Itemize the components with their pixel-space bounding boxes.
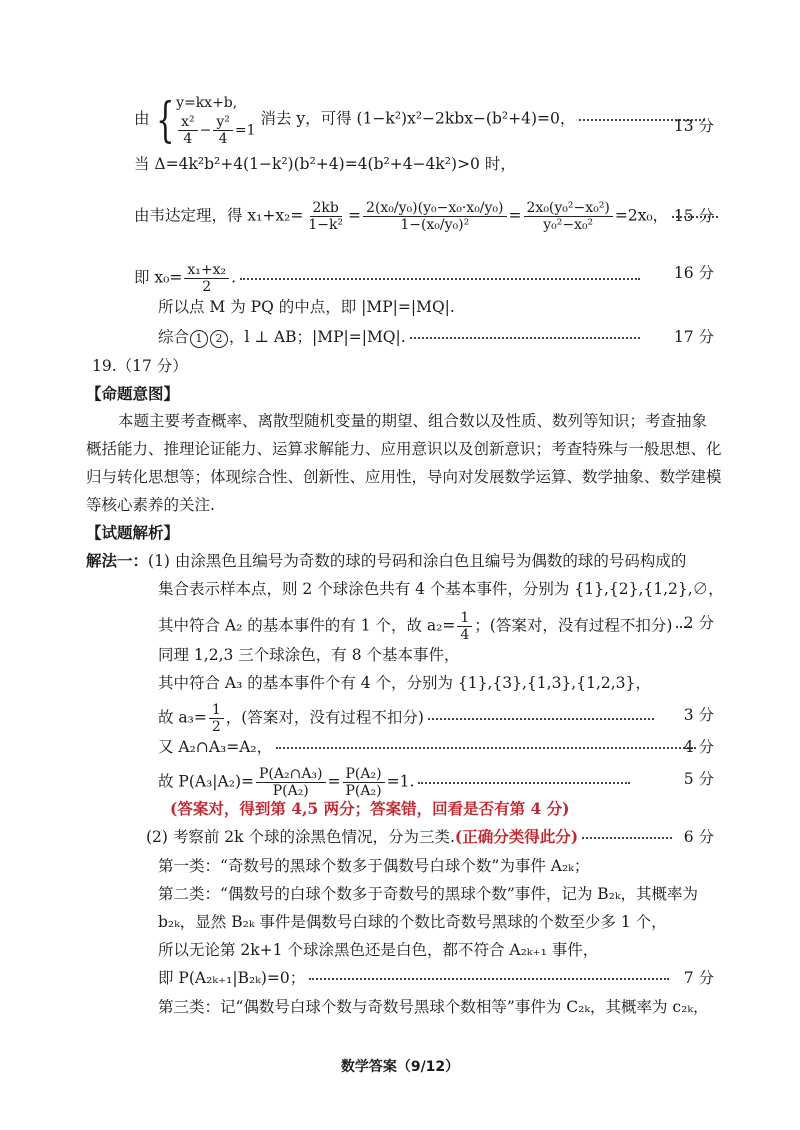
score-15: 15 分	[673, 207, 714, 225]
vieta-line: 由韦达定理，得 x₁+x₂= $\frac{2kb}{\text{1−k²}}$ = $\frac{\text{2(x₀/y₀)(y₀−x₀·x₀/y₀)}}{\text{1−(x₀/y₀)²}}$ = $\frac{\text{2x₀(y₀²−x₀²)}}{\text{y₀²−x₀²}}$ =2x₀，	[134, 200, 722, 233]
intent-line-4: 等核心素养的关注.	[86, 496, 215, 514]
analysis-title: 【试题解析】	[86, 523, 180, 542]
equation-system	[176, 92, 255, 147]
intent-title: 【命题意图】	[86, 384, 180, 403]
system-line	[134, 92, 709, 147]
sol-line-6: 故 a₃= $\frac{1}{2}$ ，(答案对，没有过程不扣分)	[158, 702, 658, 735]
class-2b: b₂ₖ，显然 B₂ₖ 事件是偶数号白球的个数比奇数号黑球的个数至少多 1 个，	[158, 913, 667, 931]
intent-line-1: 本题主要考查概率、离散型随机变量的期望、组合数以及性质、数列等知识；考查抽象	[118, 412, 708, 430]
page-footer: 数学答案（9/12）	[340, 1059, 460, 1075]
intent-line-2: 概括能力、推理论证能力、运算求解能力、应用意识以及创新意识；考查特殊与一般思想、化	[86, 440, 722, 458]
eq1: y=kx+b,	[176, 95, 238, 111]
class-3: 第三类：记“偶数号白球个数与奇数号黑球个数相等”事件为 C₂ₖ，其概率为 c₂ₖ，	[158, 998, 709, 1016]
intent-line-3: 归与转化思想等；体现综合性、创新性、应用性，导向对发展数学运算、数学抽象、数学建模	[86, 468, 722, 486]
score-17: 17 分	[673, 328, 714, 346]
score-5: 5 分	[683, 770, 714, 788]
score-16: 16 分	[673, 264, 714, 282]
class-1: 第一类：“奇数号的黑球个数多于偶数号白球个数”为事件 A₂ₖ；	[158, 857, 590, 875]
text-prefix: 由	[134, 109, 150, 128]
combine-line: 综合 1 2 ，l ⊥ AB；|MP|=|MQ|.	[158, 326, 644, 348]
part2-line: (2) 考察前 2k 个球的涂黑色情况，分为三类.(正确分类得此分)	[146, 826, 676, 848]
delta-line: 当 Δ=4k²b²+4(1−k²)(b²+4)=4(b²+4−4k²)>0 时，	[134, 155, 516, 173]
class-2a: 第二类：“偶数号的白球个数多于奇数号的黑球个数”事件，记为 B₂ₖ，其概率为	[158, 885, 699, 903]
brace: {	[155, 91, 174, 148]
score-7: 7 分	[683, 969, 714, 987]
class-2d: 即 P(A₂ₖ₊₁|B₂ₖ)=0；	[158, 967, 673, 989]
score-13: 13 分	[673, 117, 714, 135]
sol-line-7: 又 A₂∩A₃=A₂，	[158, 736, 700, 758]
midx-line: 即 x₀= $\frac{\text{x₁+x₂}}{2}$ .	[134, 262, 644, 295]
score-4: 4 分	[683, 738, 714, 756]
eq2: $\frac{\text{x²}}{4}$ − $\frac{\text{y²}}{4}$ =1	[176, 114, 255, 147]
class-2c: 所以无论第 2k+1 个球涂黑色还是白色，都不符合 A₂ₖ₊₁ 事件，	[158, 941, 599, 959]
sol-line-8: 故 P(A₃|A₂)= $\frac{\text{P(A₂∩A₃)}}{\text{P(A₂)}}$ = $\frac{\text{P(A₂)}}{\text{P(A₂)}}$ =1.	[158, 766, 634, 799]
sol-line-1: 解法一：(1) 由涂黑色且编号为奇数的球的号码和涂白色且编号为偶数的球的号码构成的	[86, 551, 687, 570]
question-19: 19.（17 分）	[92, 357, 188, 375]
midpoint-conclusion: 所以点 M 为 PQ 的中点，即 |MP|=|MQ|.	[158, 298, 455, 316]
sol-line-2: 集合表示样本点，则 2 个球涂色共有 4 个基本事件，分别为 {1},{2},{1,2},∅，	[158, 580, 724, 598]
score-2: 2 分	[683, 614, 714, 632]
sol-line-5: 其中符合 A₃ 的基本事件个有 4 个，分别为 {1},{3},{1,3},{1,2,3}，	[158, 674, 651, 692]
red-note-1: (答案对，得到第 4,5 两分；答案错，回看是否有第 4 分)	[170, 799, 570, 818]
score-3: 3 分	[683, 706, 714, 724]
score-6: 6 分	[683, 828, 714, 846]
sol-line-3: 其中符合 A₂ 的基本事件的有 1 个，故 a₂= $\frac{1}{4}$ ；(答案对，没有过程不扣分)	[158, 610, 694, 643]
elimination-text: 消去 y，可得 (1−k²)x²−2kbx−(b²+4)=0，	[260, 109, 576, 128]
sol-line-4: 同理 1,2,3 三个球涂色，有 8 个基本事件，	[158, 646, 460, 664]
